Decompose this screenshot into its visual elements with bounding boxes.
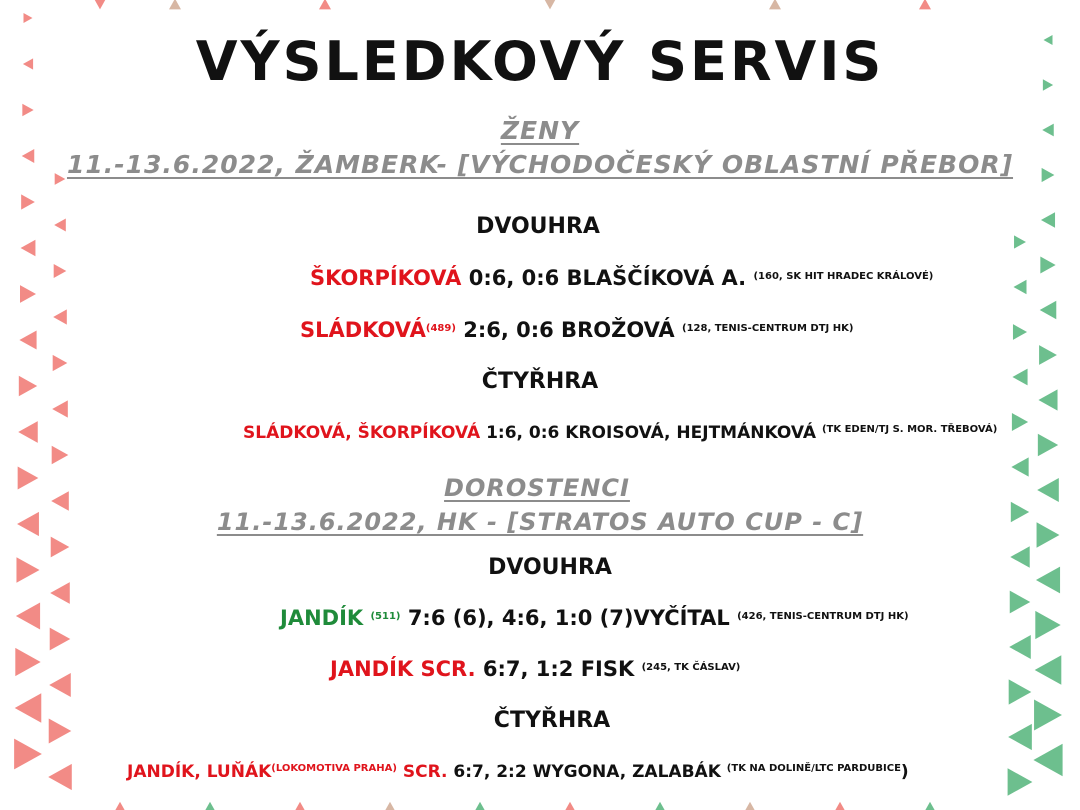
- match-score: 6:7, 2:2 WYGONA, ZALABÁK: [453, 762, 721, 782]
- result-row: [300, 318, 853, 342]
- opponent-note: (245, TK ČÁSLAV): [641, 662, 741, 673]
- category-singles-women: DVOUHRA: [476, 214, 600, 239]
- player-name: SLÁDKOVÁ: [300, 318, 426, 342]
- section-heading-women: ŽENY: [500, 116, 580, 145]
- result-row: [127, 762, 909, 782]
- category-doubles-women: ČTYŘHRA: [481, 369, 599, 394]
- section-event-juniors: 11.-13.6.2022, HK - [STRATOS AUTO CUP - C]: [216, 508, 864, 536]
- player-name: JANDÍK SCR.: [330, 657, 476, 681]
- player-name: JANDÍK: [280, 606, 364, 630]
- category-doubles-juniors: ČTYŘHRA: [493, 708, 611, 733]
- player-note: (489): [425, 323, 456, 334]
- result-row: [310, 266, 933, 290]
- page-title: VÝSLEDKOVÝ SERVIS: [195, 30, 885, 93]
- opponent-note: (TK EDEN/TJ S. MOR. TŘEBOVÁ): [821, 424, 998, 435]
- result-row: [330, 657, 740, 681]
- section-heading-juniors: DOROSTENCI: [444, 474, 630, 502]
- opponent-note: (TK NA DOLINĚ/LTC PARDUBICE: [726, 763, 901, 774]
- player-name: JANDÍK, LUŇÁK: [127, 762, 272, 782]
- result-row: [243, 423, 997, 443]
- player-name: ŠKORPÍKOVÁ: [310, 266, 462, 290]
- opponent-note: (128, TENIS-CENTRUM DTJ HK): [682, 323, 854, 334]
- section-event-women: 11.-13.6.2022, ŽAMBERK- [VÝCHODOČESKÝ OBLASTNÍ PŘEBOR]: [66, 150, 1014, 179]
- player-name: SLÁDKOVÁ, ŠKORPÍKOVÁ: [243, 423, 481, 443]
- player-note: (511): [370, 611, 401, 622]
- match-score: 6:7, 1:2 FISK: [482, 657, 635, 681]
- match-score: 1:6, 0:6 KROISOVÁ, HEJTMÁNKOVÁ: [486, 423, 817, 443]
- match-score: 2:6, 0:6 BROŽOVÁ: [463, 318, 675, 342]
- scratch-label: SCR.: [402, 762, 448, 782]
- match-score: 0:6, 0:6 BLAŠČÍKOVÁ A.: [468, 266, 747, 290]
- category-singles-juniors: DVOUHRA: [488, 555, 612, 580]
- opponent-note: (160, SK HIT HRADEC KRÁLOVÉ): [753, 271, 934, 282]
- player-note: (LOKOMOTIVA PRAHA): [271, 763, 397, 774]
- result-row: [280, 606, 909, 630]
- opponent-note: (426, TENIS-CENTRUM DTJ HK): [737, 611, 909, 622]
- closing-paren: ): [900, 762, 909, 782]
- match-score: 7:6 (6), 4:6, 1:0 (7)VYČÍTAL: [407, 606, 730, 630]
